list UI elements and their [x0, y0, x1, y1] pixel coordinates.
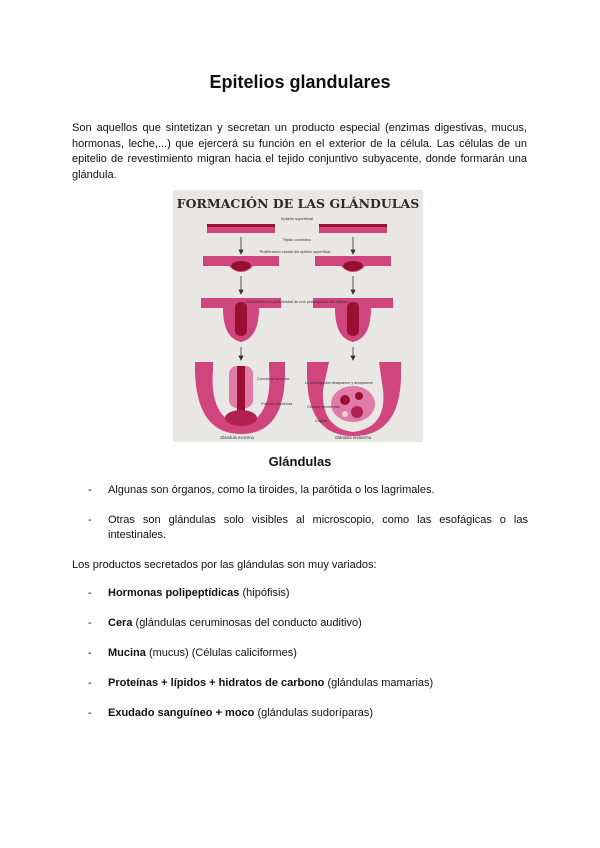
page-title: Epitelios glandulares — [209, 72, 391, 92]
row4-exocrine-gland — [195, 362, 285, 434]
dash-bullet: - — [88, 677, 92, 689]
row3-right-invagination — [313, 298, 393, 342]
product-name: Hormonas polipeptídicas — [108, 587, 240, 599]
glandulas-list — [88, 483, 528, 558]
productos-list — [88, 586, 528, 736]
label-porcion: Porción secretora — [261, 401, 293, 406]
product-source: (glándulas sudoríparas) — [254, 707, 374, 719]
label-conducto: Conducto secretor — [257, 376, 290, 381]
dash-bullet: - — [88, 707, 92, 719]
row3-left-invagination — [201, 298, 281, 342]
label-celulas: Células secretoras — [307, 404, 341, 409]
list-item — [88, 646, 528, 662]
list-item — [88, 676, 528, 692]
product-source: (hipófisis) — [239, 587, 290, 599]
product-name: Cera — [108, 617, 133, 629]
row2-right-proliferation — [315, 256, 391, 272]
list-item — [88, 706, 528, 722]
product-source: (glándulas ceruminosas del conducto auditivo) — [132, 617, 362, 629]
row1-right-epithelium — [319, 224, 387, 233]
row2-left-proliferation — [203, 256, 279, 272]
dash-bullet: - — [88, 484, 92, 496]
label-tejido: Tejido conectivo — [282, 237, 312, 242]
list-item — [88, 616, 528, 632]
product-source: (mucus) (Células caliciformes) — [145, 647, 297, 659]
list-item — [88, 513, 528, 544]
list-item — [88, 483, 528, 499]
productos-paragraph: Los productos secretados por las glándulas son muy variados: — [72, 559, 377, 571]
product-source: (glándulas mamarias) — [324, 677, 434, 689]
glandulas-figure — [173, 190, 423, 442]
dash-bullet: - — [88, 647, 92, 659]
row1-left-epithelium — [207, 224, 275, 233]
figure-title: FORMACIÓN DE LAS GLÁNDULAS — [176, 196, 420, 211]
section-heading-glandulas: Glándulas — [268, 454, 332, 469]
list-item-text: Otras son glándulas solo visibles al microscopio, como las esofágicas o las intestinales. — [108, 513, 528, 541]
caption-exocrina: Glándula exocrina — [220, 435, 254, 440]
product-name: Proteínas + lípidos + hidratos de carbono — [108, 677, 325, 689]
caption-endocrina: Glándula endocrina — [334, 435, 372, 440]
dash-bullet: - — [88, 513, 92, 526]
dash-bullet: - — [88, 617, 92, 629]
list-item — [88, 586, 528, 602]
row4-endocrine-gland — [307, 362, 401, 436]
product-name: Mucina — [108, 647, 146, 659]
label-epitelio: Epitelio superficial — [280, 216, 314, 221]
dash-bullet: - — [88, 587, 92, 599]
label-crecimiento: Crecimiento en profundidad de una prolongación del epitelio — [246, 300, 348, 304]
label-capilar: Capilar — [315, 418, 328, 423]
intro-paragraph: Son aquellos que sintetizan y secretan un producto especial (enzimas digestivas, mucus, hormonas, leche,...) que ejercerá su función en el exterior de la célula. Las células de un epitelio de revestimiento migran hacia el tejido conjuntivo subyacente, donde formarán una glándula. — [72, 122, 527, 181]
label-perdida: La prolongación desaparece y desaparece — [305, 381, 373, 385]
label-proliferacion: Proliferación celular del epitelio superficial — [259, 250, 331, 254]
glandulas-diagram — [173, 190, 423, 442]
list-item-text: Algunas son órganos, como la tiroides, la parótida o los lagrimales. — [108, 484, 435, 496]
product-name: Exudado sanguíneo + moco — [108, 707, 255, 719]
